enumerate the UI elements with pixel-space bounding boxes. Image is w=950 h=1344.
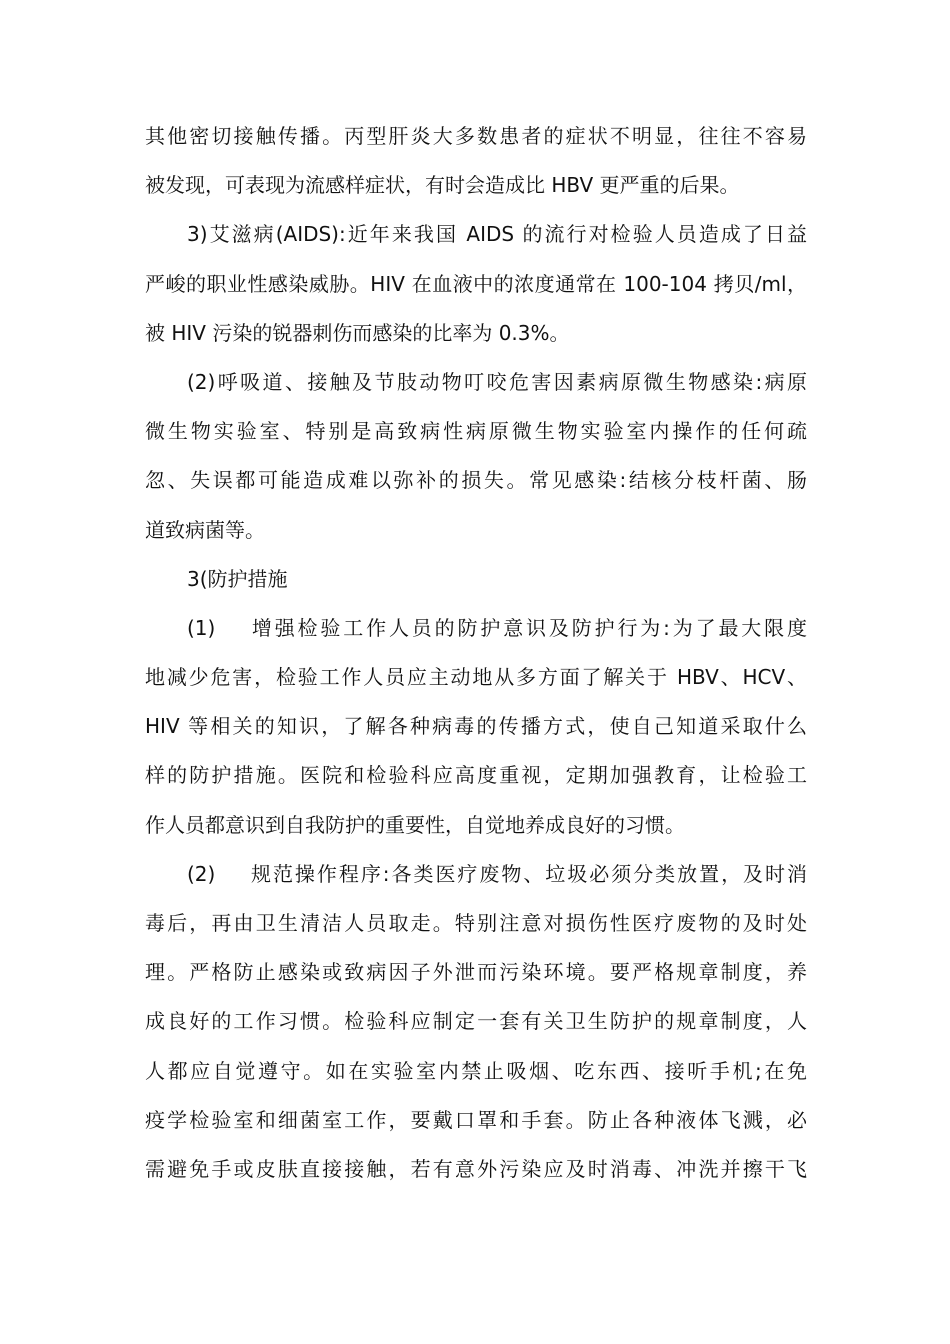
text-line: 地减少危害，检验工作人员应主动地从多方面了解关于 HBV、HCV、 [145,665,807,690]
text-line: 微生物实验室、特别是高致病性病原微生物实验室内操作的任何疏 [145,419,807,444]
text-line: 需避免手或皮肤直接接触，若有意外污染应及时消毒、冲洗并擦干飞 [145,1156,807,1181]
text-line: 作人员都意识到自我防护的重要性，自觉地养成良好的习惯。 [145,812,685,837]
list-marker: (2) [187,861,216,886]
list-item-text: 增强检验工作人员的防护意识及防护行为:为了最大限度 [249,615,807,640]
paragraph-respiratory-line: (2)呼吸道、接触及节肢动物叮咬危害因素病原微生物感染:病原 [187,369,807,394]
text-line: 其他密切接触传播。丙型肝炎大多数患者的症状不明显，往往不容易 [145,124,807,148]
paragraph-aids-line: 3)艾滋病(AIDS):近年来我国 AIDS 的流行对检验人员造成了日益 [187,222,807,247]
text-line: 成良好的工作习惯。检验科应制定一套有关卫生防护的规章制度，人 [145,1009,807,1034]
text-line: 理。严格防止感染或致病因子外泄而污染环境。要严格规章制度，养 [145,960,807,985]
text-line: 忽、失误都可能造成难以弥补的损失。常见感染:结核分枝杆菌、肠 [145,468,807,493]
text-line: 人都应自觉遵守。如在实验室内禁止吸烟、吃东西、接听手机;在免 [145,1058,807,1083]
list-item-1-line [145,604,807,653]
text-line: 被 HIV 污染的锐器刺伤而感染的比率为 0.3%。 [145,320,570,345]
text-line: 样的防护措施。医院和检验科应高度重视，定期加强教育，让检验工 [145,763,807,788]
list-item-text: 规范操作程序:各类医疗废物、垃圾必须分类放置，及时消 [249,861,807,886]
text-line: 疫学检验室和细菌室工作，要戴口罩和手套。防止各种液体飞溅，必 [145,1107,807,1132]
text-line: 毒后，再由卫生清洁人员取走。特别注意对损伤性医疗废物的及时处 [145,911,807,935]
text-line: HIV 等相关的知识，了解各种病毒的传播方式，使自己知道采取什么 [145,714,807,739]
list-marker: (1) [187,615,216,640]
section-heading: 3(防护措施 [187,566,288,591]
text-line: 严峻的职业性感染威胁。HIV 在血液中的浓度通常在 100-104 拷贝/ml， [145,271,807,296]
document-body [145,112,807,1194]
list-item-2-line [145,850,807,899]
text-line: 被发现，可表现为流感样症状，有时会造成比 HBV 更严重的后果。 [145,173,740,198]
text-line: 道致病菌等。 [145,517,265,542]
